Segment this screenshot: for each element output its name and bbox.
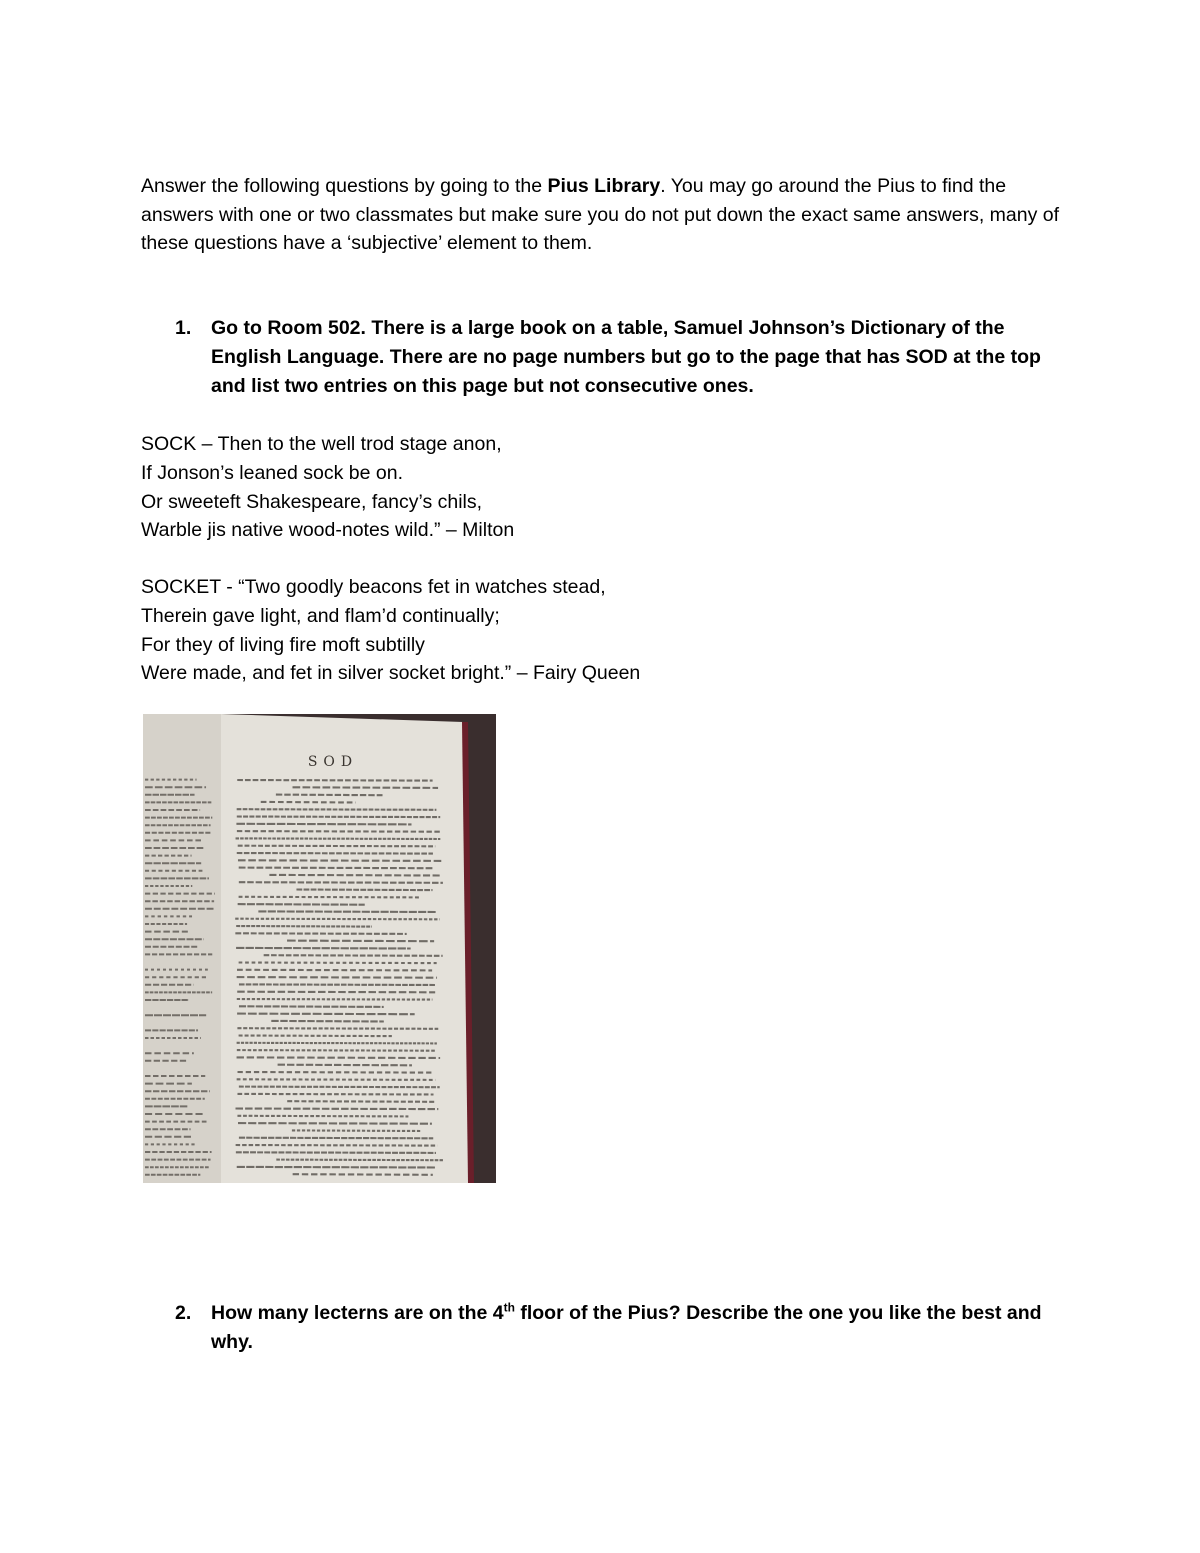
- intro-text-end: . You may go around the Pius to find the answers with one or two classmates but make sure you do not put down the exact same answers, many of these questions have a ‘subjective’ element to them.: [141, 175, 1060, 254]
- question-1-text: Go to Room 502. There is a large book on a table, Samuel Johnson’s Dictionary of the English Language. There are no page numbers but go to the page that has SOD at the top and list two entries on this page but not consecutive ones.: [211, 317, 1041, 397]
- page-text-line: [237, 1167, 435, 1168]
- answer-sock-entry: [141, 430, 1041, 545]
- answer-socket-entry: [141, 573, 1041, 688]
- page-text-line: [235, 919, 439, 920]
- answer-line: SOCKET - “Two goodly beacons fet in watches stead,: [141, 576, 606, 598]
- page-text-line: [258, 911, 436, 912]
- dictionary-page-photo: [143, 714, 496, 1183]
- page-text-line: [239, 897, 420, 898]
- question-1: [141, 314, 1061, 401]
- page-text-line: [237, 1050, 437, 1051]
- page-text-line: [287, 941, 434, 942]
- answer-line: If Jonson’s leaned sock be on.: [141, 461, 403, 484]
- page-text-line: [236, 824, 411, 825]
- question-2-text-end: floor of the Pius? Describe the one you like the best and why.: [211, 1302, 1042, 1353]
- page-text-line: [239, 882, 443, 883]
- dictionary-page-image: [143, 714, 496, 1183]
- answer-line: For they of living fire moft subtilly: [141, 633, 425, 656]
- question-2: [141, 1299, 1061, 1357]
- page-text-line: [237, 1094, 433, 1095]
- page-text-line: [278, 1065, 412, 1066]
- page-text-line: [237, 1028, 438, 1029]
- answer-line: Therein gave light, and flam’d continually;: [141, 604, 500, 627]
- page-text-line: [238, 846, 436, 847]
- page-text-line: [238, 904, 365, 905]
- page-text-line: [293, 787, 439, 788]
- page-text-line: [237, 1057, 441, 1058]
- page-text-line: [236, 1145, 438, 1146]
- pius-library-name: Pius Library: [547, 175, 661, 197]
- page-text-line: [264, 955, 443, 956]
- page-text-line: [237, 970, 432, 971]
- answer-line: SOCK – Then to the well trod stage anon,: [141, 433, 502, 455]
- page-text-line: [261, 802, 356, 803]
- ordinal-suffix: th: [503, 1300, 515, 1315]
- intro-text-start: Answer the following questions by going to the: [141, 175, 548, 197]
- question-2-number: 2.: [175, 1302, 192, 1324]
- question-1-number: 1.: [175, 317, 192, 339]
- question-2-text-start: How many lecterns are on the 4: [211, 1302, 504, 1324]
- page-text-line: [239, 984, 435, 985]
- page-text-line: [236, 948, 411, 949]
- intro-paragraph: [141, 172, 1061, 258]
- answer-line: Were made, and fet in silver socket bright.” – Fairy Queen: [141, 662, 641, 685]
- page-text-line: [239, 1006, 384, 1007]
- page-text-line: [236, 926, 372, 927]
- answer-line: Or sweeteft Shakespeare, fancy’s chils,: [141, 490, 483, 513]
- question-2-text: [211, 1299, 1061, 1357]
- page-text-line: [276, 1160, 443, 1161]
- answer-line: Warble jis native wood-notes wild.” – Milton: [141, 519, 515, 542]
- page-heading-sod: SOD: [307, 754, 359, 770]
- left-page: [143, 714, 221, 1183]
